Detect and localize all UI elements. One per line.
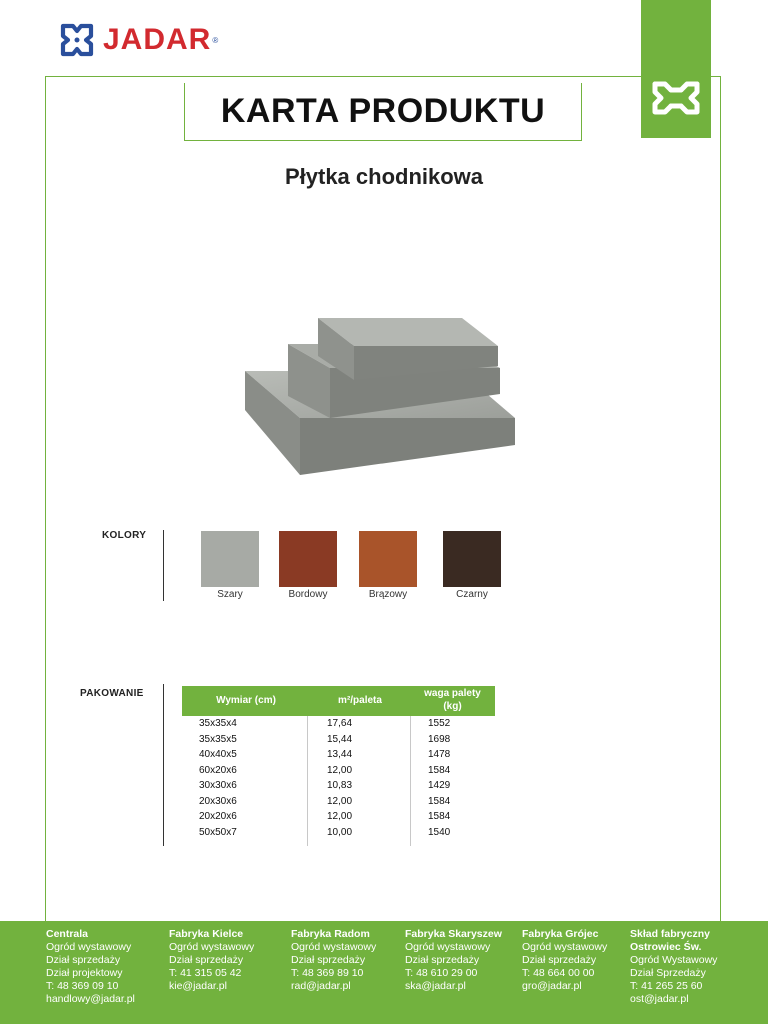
footer-line: Ogród Wystawowy [630,954,718,966]
header-dimension: Wymiar (cm) [216,695,276,706]
footer-line: Ogród wystawowy [169,941,255,953]
cell-pallet-weight: 1584 [428,811,451,822]
footer-line: Dział projektowy [46,967,123,979]
registered-mark: ® [212,35,219,45]
footer-line: Dział sprzedaży [291,954,366,966]
footer-line: Dział sprzedaży [522,954,597,966]
footer-line: Dział sprzedaży [46,954,121,966]
cell-pallet-weight: 1584 [428,795,451,807]
footer-email[interactable]: rad@jadar.pl [291,980,351,992]
footer-email[interactable]: ost@jadar.pl [630,993,689,1005]
cell-dimension: 50x50x7 [199,826,237,838]
cell-pallet-weight: 1540 [428,826,451,838]
cell-dimension: 20x20x6 [199,811,237,822]
swatch-label: Szary [217,589,243,600]
table-row [182,734,495,750]
cell-dimension: 40x40x5 [199,749,237,760]
footer-line: Dział sprzedaży [169,954,244,966]
footer-line: T: 48 610 29 00 [405,967,478,979]
footer-line: T: 41 265 25 60 [630,980,703,992]
swatch-label: Brązowy [368,589,408,600]
cell-dimension: 60x20x6 [199,764,237,776]
footer-col-skaryszew [405,928,502,993]
footer-line: Ogród wystawowy [46,941,132,953]
table-row [182,780,495,796]
jadar-logo-icon [55,18,99,62]
footer-col-grojec [522,928,607,993]
footer-line: T: 48 369 89 10 [291,967,364,979]
footer-line: T: 48 664 00 00 [522,967,595,979]
footer-line: T: 41 315 05 42 [169,967,242,979]
footer-title: Fabryka Kielce [169,928,244,940]
footer-line: Dział Sprzedaży [630,967,706,979]
cell-pallet-weight: 1584 [428,764,451,776]
footer-email[interactable]: kie@jadar.pl [169,980,227,992]
colors-label: KOLORY [102,530,147,541]
cell-m2-per-pallet: 12,00 [327,811,353,822]
table-row [182,811,495,827]
footer-line: Ogród wystawowy [522,941,608,953]
packing-divider [163,684,164,846]
cell-m2-per-pallet: 10,00 [327,826,353,838]
cell-dimension: 35x35x4 [199,718,237,729]
table-row [182,718,495,734]
colors-divider [163,530,164,601]
jadar-logo [55,18,255,62]
footer-title: Fabryka Skaryszew [405,928,502,940]
footer-line: Ogród wystawowy [291,941,377,953]
cell-m2-per-pallet: 12,00 [327,795,353,807]
cell-pallet-weight: 1478 [428,749,451,760]
swatch-label: Czarny [456,589,488,600]
footer-col-kielce [169,928,254,993]
footer-email[interactable]: gro@jadar.pl [522,980,582,992]
footer-title: Fabryka Grójec [522,928,599,940]
footer-line: T: 48 369 09 10 [46,980,119,992]
footer-title: Skład fabryczny [630,928,710,940]
footer-email[interactable]: ska@jadar.pl [405,980,466,992]
cell-dimension: 20x30x6 [199,795,237,807]
footer-email[interactable]: handlowy@jadar.pl [46,993,135,1005]
footer-title: Fabryka Radom [291,928,370,940]
header-m2-per-pallet: m²/paleta [338,695,382,706]
footer-title: Centrala [46,928,89,940]
table-row [182,765,495,781]
cell-m2-per-pallet: 10,83 [327,780,353,791]
swatch-czarny [443,531,501,587]
swatch-label: Bordowy [288,589,328,600]
cell-m2-per-pallet: 13,44 [327,749,353,760]
product-name: Płytka chodnikowa [284,164,484,189]
footer-title-2: Ostrowiec Św. [630,941,702,953]
packing-table-header [182,686,495,716]
cell-pallet-weight: 1429 [428,780,451,791]
page-title: KARTA PRODUKTU [220,92,546,130]
table-row [182,827,495,843]
paving-slabs-image [240,318,520,478]
footer-line: Dział sprzedaży [405,954,480,966]
packing-label: PAKOWANIE [80,688,144,699]
brand-name: JADAR [103,23,212,56]
jadar-emblem-icon [641,0,711,138]
cell-dimension: 35x35x5 [199,733,237,745]
cell-dimension: 30x30x6 [199,780,237,791]
footer-col-centrala [46,928,135,1006]
cell-m2-per-pallet: 17,64 [327,718,353,729]
cell-m2-per-pallet: 12,00 [327,764,353,776]
title-box [184,83,582,141]
green-header-tab [641,0,711,138]
table-row [182,749,495,765]
footer-col-ostrowiec [630,928,717,1006]
table-row [182,796,495,812]
footer-col-radom [291,928,376,993]
footer-line: Ogród wystawowy [405,941,491,953]
cell-pallet-weight: 1698 [428,733,451,745]
swatch-szary [201,531,259,587]
header-pallet-weight: waga palety [424,688,481,699]
swatch-brazowy [359,531,417,587]
header-pallet-weight-unit: (kg) [443,701,462,712]
cell-pallet-weight: 1552 [428,718,451,729]
cell-m2-per-pallet: 15,44 [327,733,353,745]
swatch-bordowy [279,531,337,587]
